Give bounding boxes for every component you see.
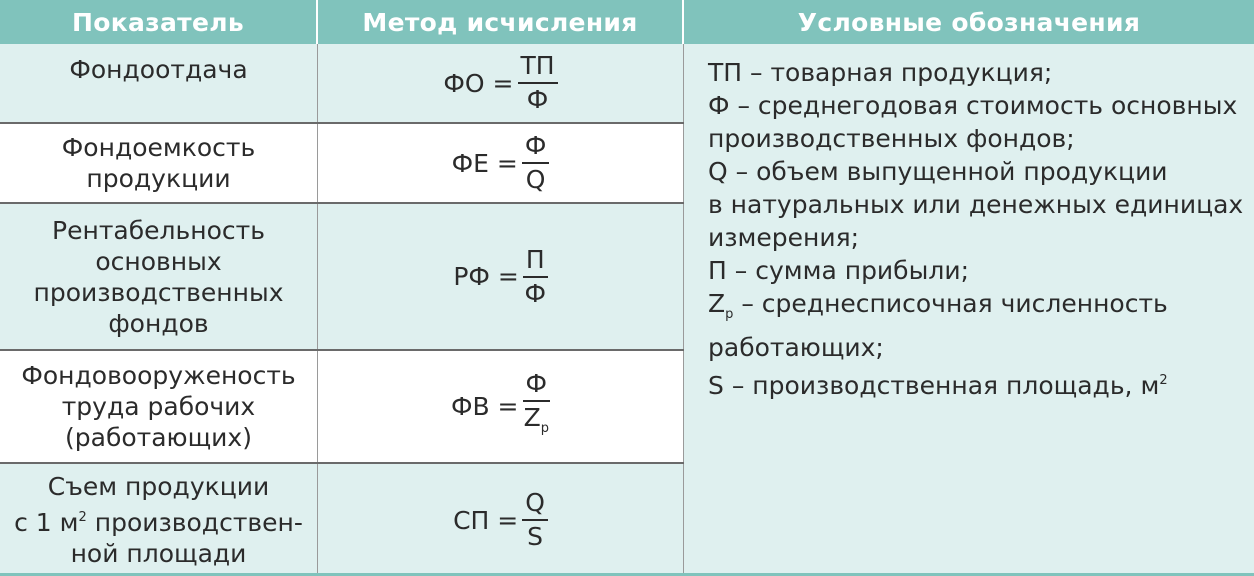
- legend-line: работающих;: [708, 333, 884, 362]
- indicator-name-line: Съем продукции: [47, 472, 270, 501]
- table-row: [0, 44, 684, 124]
- denominator-symbol: Z: [523, 403, 541, 432]
- table-header: [0, 0, 1254, 44]
- legend-line: Q – объем выпущенной продукции: [708, 157, 1168, 186]
- legend-line: [708, 287, 1244, 331]
- header-notation: Условные обозначения: [797, 7, 1141, 37]
- indicator-name-line: труда рабочих: [61, 392, 256, 421]
- indicator-name-line: основных: [95, 246, 222, 276]
- denominator: Ф: [526, 85, 549, 114]
- indicator-name-line: Рентабельность: [52, 215, 265, 245]
- formula-lhs: РФ =: [453, 262, 519, 291]
- notation-legend: [684, 44, 1254, 576]
- fraction: [522, 488, 548, 552]
- indicator-name-line: продукции: [86, 164, 231, 193]
- table-row: [0, 204, 684, 351]
- formula-cell: [318, 464, 684, 576]
- legend-line: [708, 364, 1244, 402]
- header-indicator: Показатель: [0, 0, 318, 44]
- formula-cell: [318, 124, 684, 202]
- denominator: S: [527, 522, 544, 551]
- formula-cell: [318, 44, 684, 122]
- denominator: [524, 402, 549, 444]
- denominator: Q: [525, 165, 546, 194]
- legend-line: производственных фондов;: [708, 124, 1075, 153]
- indicator-name: [0, 44, 318, 122]
- formula-lhs: ФЕ =: [451, 148, 518, 178]
- formula-lhs: ФО =: [443, 68, 514, 98]
- numerator: ТП: [518, 51, 558, 84]
- indicator-name: [0, 204, 318, 349]
- legend-line: в натуральных или денежных единицах: [708, 190, 1244, 219]
- legend-text: – среднесписочная численность: [733, 289, 1168, 318]
- formula: [452, 131, 550, 195]
- formula: [453, 488, 548, 552]
- legend-superscript: 2: [1159, 373, 1168, 388]
- indicator-name-line: Фондоемкость: [61, 133, 256, 162]
- numerator: Ф: [522, 131, 550, 164]
- denominator-subscript: р: [540, 421, 549, 436]
- table-row: [0, 464, 684, 576]
- numerator: Q: [522, 488, 548, 521]
- table-row: [0, 124, 684, 204]
- indicator-name-line: фондов: [108, 308, 209, 338]
- denominator: Ф: [524, 278, 547, 308]
- indicator-name: [0, 124, 318, 202]
- legend-line: Ф – среднегодовая стоимость основных: [708, 91, 1238, 120]
- name-text: производствен-: [86, 508, 303, 537]
- fraction: [523, 245, 548, 309]
- indicator-name-line: [14, 502, 303, 538]
- numerator: П: [523, 245, 548, 278]
- legend-line: измерения;: [708, 223, 860, 252]
- formula-cell: [318, 204, 684, 349]
- legend-line: П – сумма прибыли;: [708, 256, 969, 285]
- header-calculation-method: Метод исчисления: [318, 0, 684, 44]
- indicator-name-line: Фондовооруженость: [21, 361, 296, 390]
- name-superscript: 2: [78, 510, 87, 525]
- indicator-name-line: (работающих): [65, 423, 252, 452]
- formula: [443, 51, 557, 115]
- name-text: с 1 м: [14, 508, 79, 537]
- formula-lhs: СП =: [453, 505, 519, 535]
- formula: [451, 369, 550, 444]
- fraction: [523, 369, 551, 444]
- formula: [453, 245, 547, 309]
- fraction: [518, 51, 558, 115]
- fraction: [522, 131, 550, 195]
- legend-line: ТП – товарная продукция;: [708, 58, 1053, 87]
- indicator-name: [0, 464, 318, 576]
- legend-symbol: Z: [708, 289, 726, 318]
- indicator-name-line: производственных: [33, 277, 284, 307]
- indicator-name-text: Фондоотдача: [69, 55, 248, 84]
- table-body: [0, 44, 684, 576]
- legend-text: S – производственная площадь, м: [708, 371, 1160, 400]
- numerator: Ф: [523, 369, 551, 402]
- indicator-name-line: ной площади: [70, 539, 247, 568]
- indicator-name: [0, 351, 318, 462]
- formula-cell: [318, 351, 684, 462]
- table-row: [0, 351, 684, 464]
- legend-subscript: р: [725, 307, 734, 322]
- formula-lhs: ФВ =: [450, 392, 519, 421]
